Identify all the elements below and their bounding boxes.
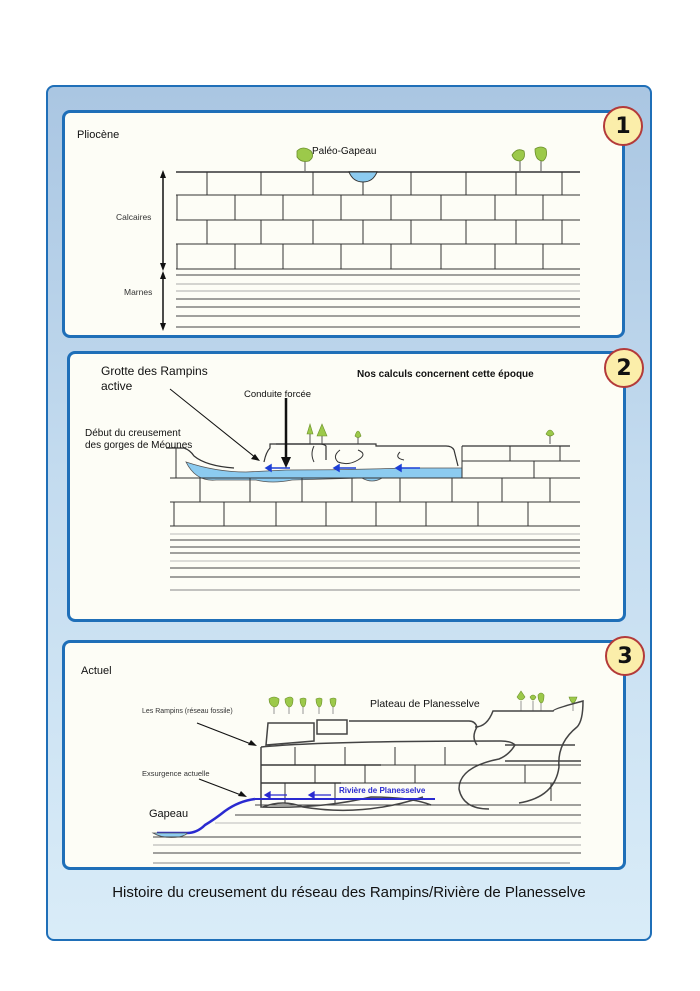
present-cross-section [65, 643, 623, 867]
tree-icon [517, 691, 525, 711]
marl-layers [170, 534, 580, 590]
fossil-network-arrow [197, 723, 257, 746]
resurgence-label: Exsurgence actuelle [142, 769, 210, 778]
tree-icon [535, 147, 547, 172]
tree-icon [300, 698, 306, 714]
tree-icon [316, 698, 322, 714]
gorge-label-line2: des gorges de Méounes [85, 440, 193, 451]
marl-layers [176, 275, 580, 327]
cave-water [186, 462, 462, 482]
conduit-label: Conduite forcée [244, 389, 312, 400]
marl-layers [153, 805, 581, 863]
cave-label-line2: active [101, 379, 133, 393]
limestone-arrow [160, 170, 166, 271]
gorge-label [85, 428, 192, 452]
conduit-arrow [281, 398, 291, 468]
tree-icon [512, 150, 525, 172]
plateau-label: Plateau de Planesselve [370, 698, 480, 710]
cave-label [101, 364, 208, 394]
paleo-gapeau-label: Paléo-Gapeau [312, 146, 377, 157]
tree-icon [307, 424, 313, 444]
step-badge-3: 3 [605, 636, 645, 676]
tree-icon [317, 424, 327, 444]
epoch-note: Nos calculs concernent cette époque [357, 369, 534, 380]
tree-icon [330, 698, 336, 714]
tree-icon [530, 695, 536, 711]
flow-arrows [265, 792, 331, 798]
resurgence-arrow [199, 779, 247, 797]
panel-title: Pliocène [77, 129, 120, 141]
step-badge-2: 2 [604, 348, 644, 388]
marl-label: Marnes [124, 287, 153, 297]
tree-icon [355, 431, 361, 444]
limestone-beds [176, 172, 580, 269]
panel-title: Actuel [81, 665, 112, 677]
tree-icon [269, 697, 279, 714]
limestone-beds [170, 446, 580, 526]
tree-icon [546, 430, 554, 444]
limestone-label: Calcaires [116, 212, 152, 222]
gapeau-label: Gapeau [149, 808, 189, 820]
step-badge-1: 1 [603, 106, 643, 146]
tree-icon [285, 697, 293, 714]
gorge-label-line1: Début du creusement [85, 428, 181, 439]
river-channel [349, 172, 377, 182]
figure-caption: Histoire du creusement du réseau des Rampins/Rivière de Planesselve [112, 884, 586, 901]
marl-arrow [160, 271, 166, 331]
planesselve-river-label: Rivière de Planesselve [339, 786, 426, 795]
cave-label-line1: Grotte des Rampins [101, 364, 208, 378]
panel-pliocene [62, 110, 625, 338]
panel-present [62, 640, 626, 870]
fossil-network-label: Les Rampins (réseau fossile) [142, 708, 233, 715]
tree-icon [297, 148, 313, 172]
panel-active-cave [67, 351, 626, 622]
tree-icon [538, 693, 544, 711]
